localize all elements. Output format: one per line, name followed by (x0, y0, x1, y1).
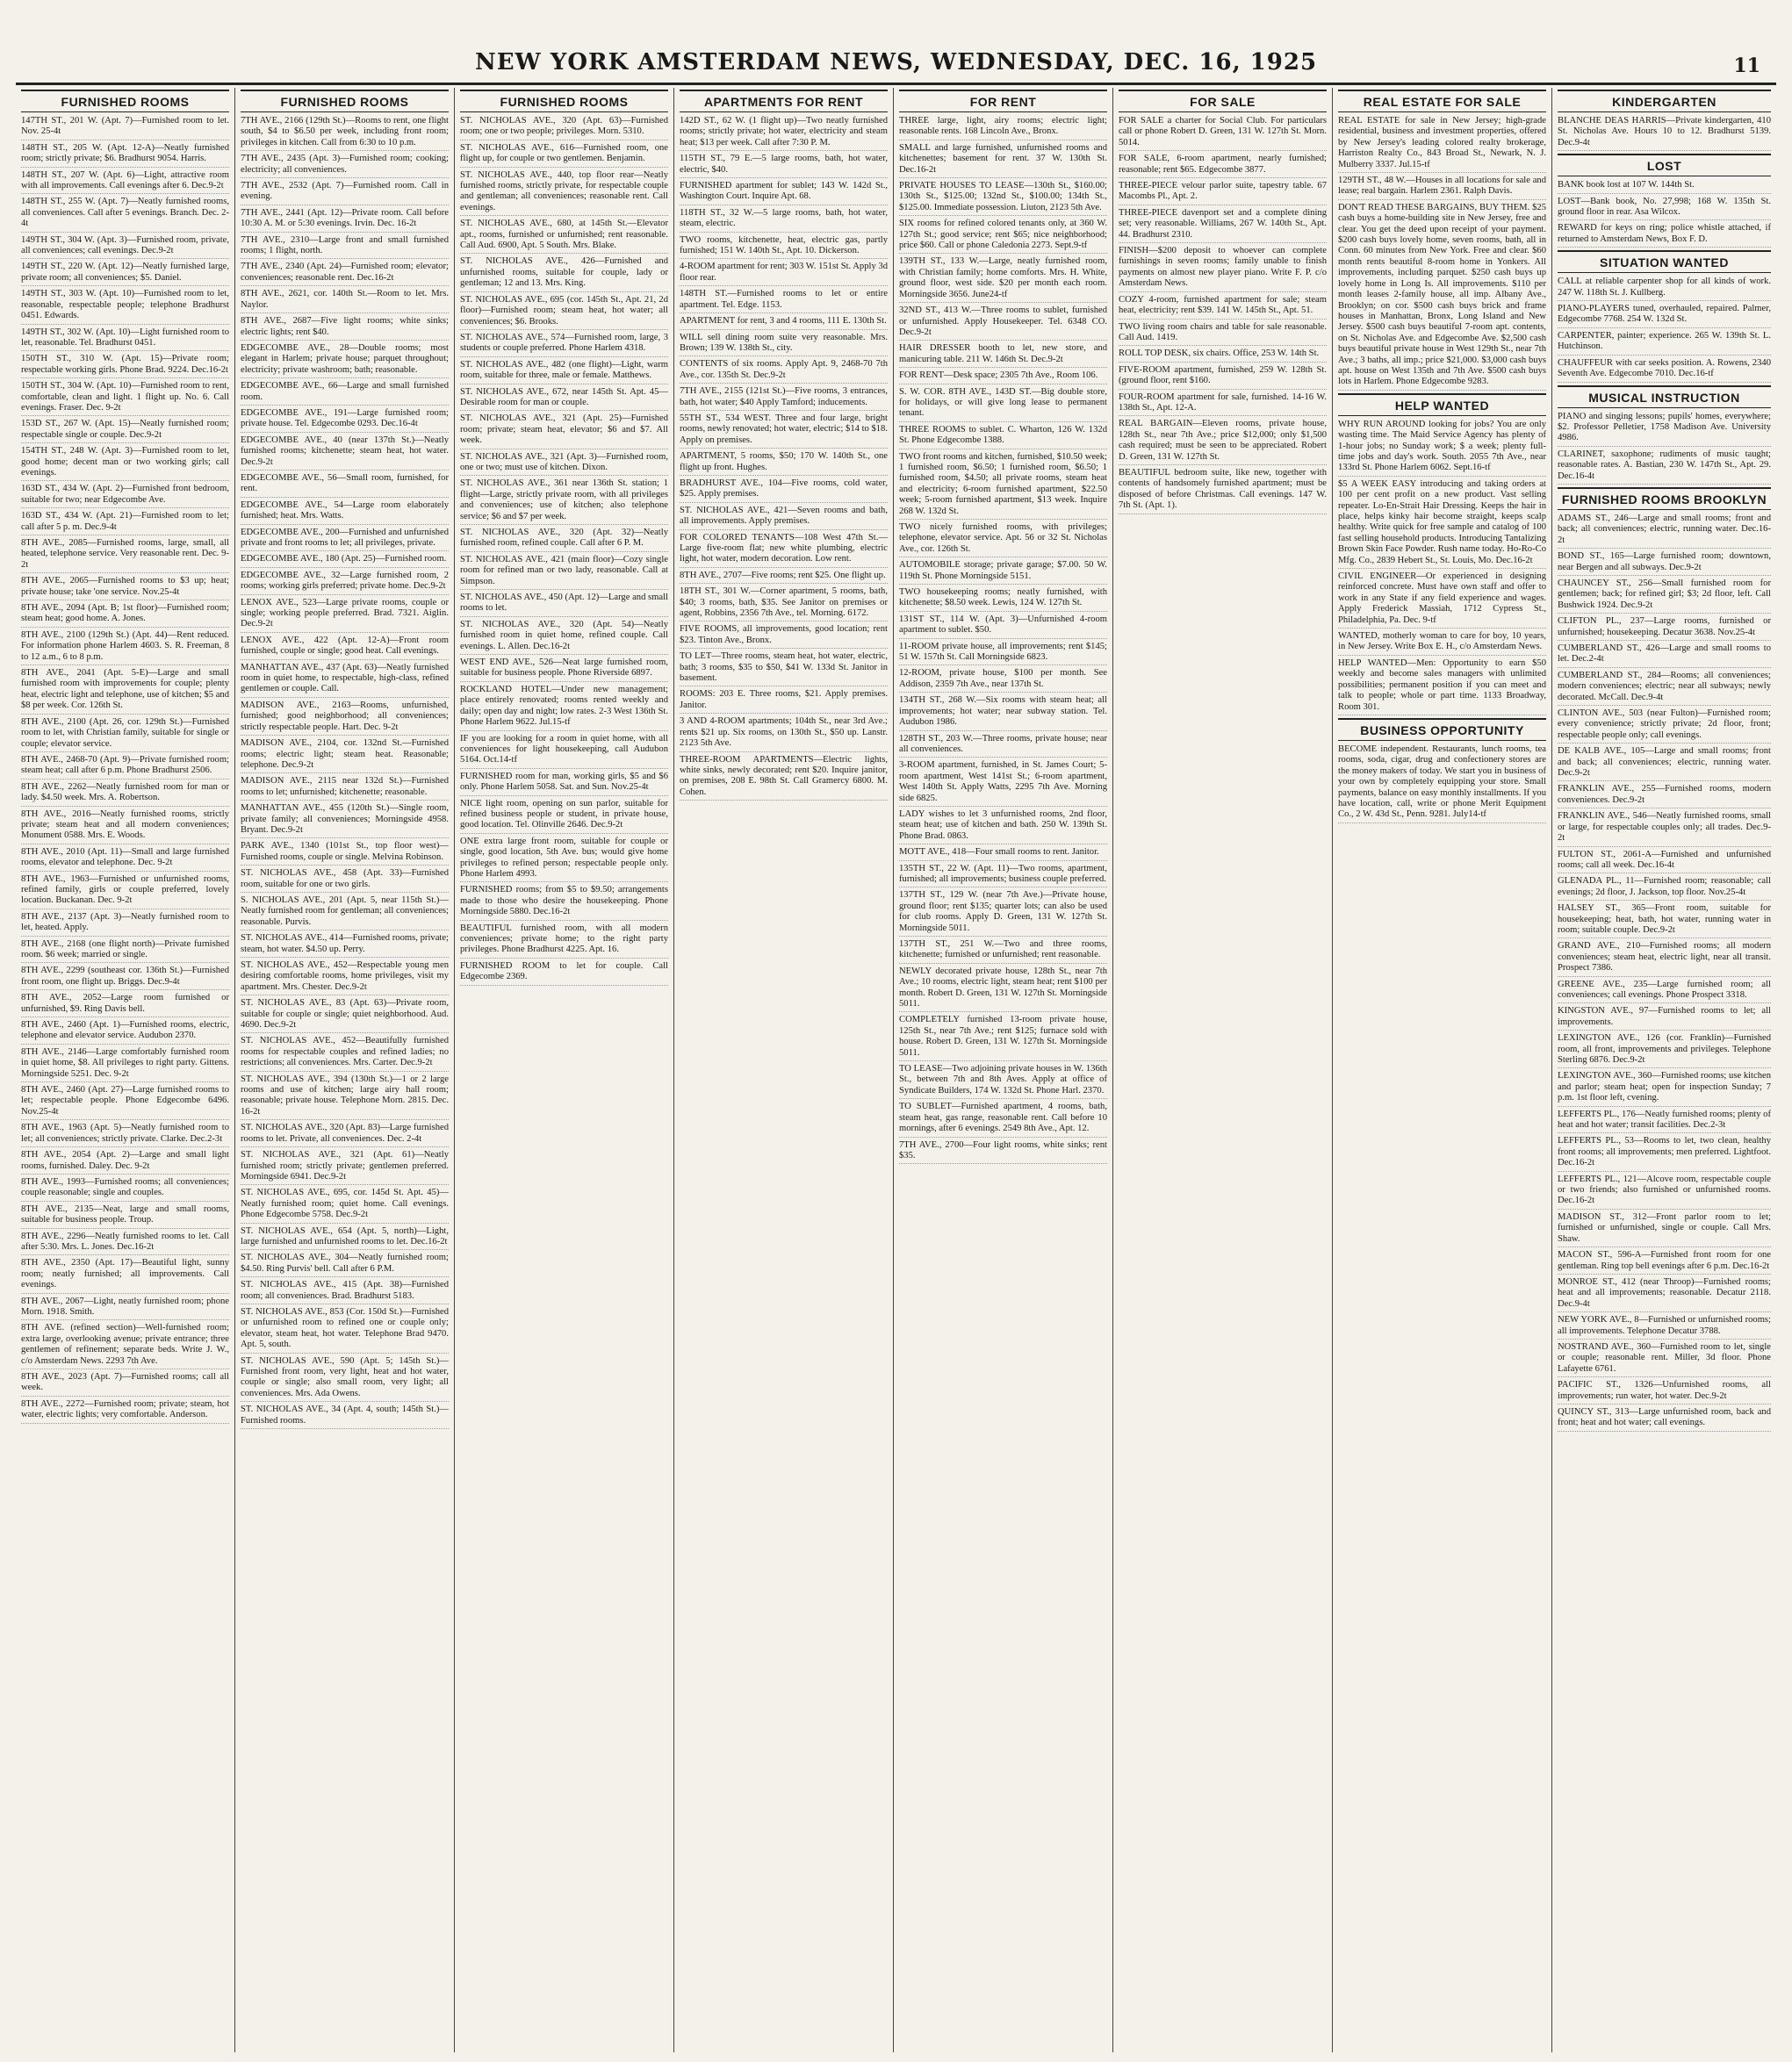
classified-ad: CLARINET, saxophone; rudiments of music taught; reasonable rates. A. Bastian, 230 W. 147th St., Apt. 29. Dec.16-4t (1558, 449, 1771, 485)
classified-ad: 8TH AVE., 2023 (Apt. 7)—Furnished rooms; call all week. (21, 1372, 229, 1397)
classified-ad: BEAUTIFUL bedroom suite, like new, together with contents of handsomely furnished apartment; must be disposed of before Christmas. Call evenings. 147 W. 7th St. (Apt. 1). (1119, 468, 1327, 514)
classified-ad: 8TH AVE., 2460 (Apt. 27)—Large furnished rooms to let; respectable people. Phone Edgecombe 6496. Nov.25-4t (21, 1085, 229, 1120)
classified-ad: 7TH AVE., 2340 (Apt. 24)—Furnished room; elevator; conveniences; reasonable rent. Dec.16-2t (241, 262, 449, 286)
classified-ad: TO LET—Three rooms, steam heat, hot water, electric, bath; 3 rooms, $35 to $50, $41 W. 133d St. Janitor in basement. (680, 651, 888, 686)
classified-ad: ADAMS ST., 246—Large and small rooms; front and back; all conveniences; electric, running water. Dec.16-2t (1558, 514, 1771, 549)
classified-ad: LADY wishes to let 3 unfurnished rooms, 2nd floor, steam heat; use of kitchen and bath. 250 W. 139th St. Phone Brad. 0863. (899, 809, 1107, 844)
classified-ad: CIVIL ENGINEER—Or experienced in designing reinforced concrete. Must have own staff and offer to work in any State if any field experience and wages. Apply Frederick Massiah, 1712 Cypress St., Philadelphia, Pa. Dec. 9-tf (1338, 571, 1546, 629)
page-number: 11 (1733, 54, 1760, 77)
classified-ad: ST. NICHOLAS AVE., 320 (Apt. 32)—Neatly furnished room, refined couple. Call after 6 P. M. (460, 528, 668, 552)
classified-ad: ROCKLAND HOTEL—Under new management; place entirely renovated; rooms rented weekly and daily; open day and night; low rates. 2-3 West 136th St. Phone Harlem 9622. Jul.15-tf (460, 685, 668, 731)
classified-ad: 8TH AVE., 2100 (129th St.) (Apt. 44)—Rent reduced. For information phone Harlem 4603. S. R. Freeman, 8 to 12 a.m., 6 to 8 p.m. (21, 630, 229, 665)
column-7 (1333, 88, 1552, 2052)
classified-ad: CALL at reliable carpenter shop for all kinds of work. 247 W. 118th St. J. Kullberg. (1558, 277, 1771, 301)
classified-ad: 8TH AVE., 2085—Furnished rooms, large, small, all heated, telephone service. Very reasonable rent. Dec. 9-2t (21, 538, 229, 573)
classified-ad: GREENE AVE., 235—Large furnished room; all conveniences; call evenings. Phone Prospect 3318. (1558, 980, 1771, 1004)
classified-ad: HELP WANTED—Men: Opportunity to earn $50 weekly and become sales managers with unlimited possibilities; permanent position if you can meet and talk to people; whole or part time. 1133 Broadway, Room 301. (1338, 658, 1546, 715)
classified-ad: EDGECOMBE AVE., 191—Large furnished room; private house. Tel. Edgecombe 0293. Dec.16-4t (241, 408, 449, 433)
classified-ad: 154TH ST., 248 W. (Apt. 3)—Furnished room to let, good home; decent man or two working girls; call evenings. (21, 446, 229, 481)
classified-ad: 7TH AVE., 2700—Four light rooms, white sinks; rent $35. (899, 1140, 1107, 1165)
classified-ad: 8TH AVE., 2135—Neat, large and small rooms, suitable for business people. Troup. (21, 1204, 229, 1229)
classified-ad: ST. NICHOLAS AVE., 304—Neatly furnished room; $4.50. Ring Purvis' bell. Call after 6 P.M. (241, 1253, 449, 1277)
classified-ad: 7TH AVE., 2166 (129th St.)—Rooms to rent, one flight south, $4 to $6.50 per week, including front room; privileges in kitchen. Call from 6:30 to 10 p.m. (241, 116, 449, 151)
classified-ad: DE KALB AVE., 105—Large and small rooms; front and back; all conveniences; electric, running water. Dec.9-2t (1558, 746, 1771, 781)
classified-ad: WILL sell dining room suite very reasonable. Mrs. Brown; 139 W. 138th St., city. (680, 333, 888, 357)
classified-ad: 128TH ST., 203 W.—Three rooms, private house; near all conveniences. (899, 734, 1107, 758)
classified-ad: SMALL and large furnished, unfurnished rooms and kitchenettes; basement for rent. 37 W. 130th St. Dec.16-2t (899, 143, 1107, 178)
classified-ad: REAL ESTATE for sale in New Jersey; high-grade residential, business and investment properties, offered by New Jersey's leading colored realty brokerage, Harriston Realty Co., 843 Broad St., Newark, N. J. Mulberry 3337. Jul.15-tf (1338, 116, 1546, 173)
classified-ad: WEST END AVE., 526—Neat large furnished room, suitable for business people. Phone Riverside 6897. (460, 657, 668, 682)
classified-ad: FIVE ROOMS, all improvements, good location; rent $23. Tinton Ave., Bronx. (680, 624, 888, 649)
classified-ad: EDGECOMBE AVE., 28—Double rooms; most elegant in Harlem; private house; parquet throughout; electricity; private washroom; bath; reasonable. (241, 343, 449, 378)
classified-ad: $5 A WEEK EASY introducing and taking orders at 100 per cent profit on a new product. Vast selling repeater. Lo-En-Strait Hair Dressing. Keeps the hair in place, helps kinky hair become straight, keeps scalp healthy. Write quick for free sample and catalog of 100 fast selling household products. Introducing Tantalizing Brown Skin Face Powder. Rush name today. Ho-Ro-Co Mfg. Co., 2839 Hebert St., St. Louis, Mo. Dec.16-2t (1338, 479, 1546, 569)
classified-ad: CUMBERLAND ST., 426—Large and small rooms to let. Dec.2-4t (1558, 643, 1771, 668)
classified-ad: KINGSTON AVE., 97—Furnished rooms to let; all improvements. (1558, 1006, 1771, 1031)
classified-ad: 8TH AVE., 1963 (Apt. 5)—Neatly furnished room to let; all conveniences; strictly private. Clarke. Dec.2-3t (21, 1123, 229, 1147)
classified-ad: REAL BARGAIN—Eleven rooms, private house, 128th St., near 7th Ave.; price $12,000; only $1,500 cash required; must be seen to be appreciated. Robert D. Green, 131 W. 127th St. (1119, 419, 1327, 465)
classified-ad: ST. NICHOLAS AVE., 452—Respectable young men desiring comfortable rooms, home privileges, visit my apartment. Mrs. Chester. Dec.9-2t (241, 960, 449, 995)
classified-ad: TO LEASE—Two adjoining private houses in W. 136th St., between 7th and 8th Aves. Apply at office of Syndicate Builders, 174 W. 132d St. Phone Harl. 2370. (899, 1064, 1107, 1099)
classified-ad: ST. NICHOLAS AVE., 695, cor. 145d St. Apt. 45)—Neatly furnished room; quiet home. Call evenings. Phone Edgecombe 5758. Dec.9-2t (241, 1188, 449, 1223)
classified-ad: 129TH ST., 48 W.—Houses in all locations for sale and lease; real bargain. Harlem 2361. Ralph Davis. (1338, 176, 1546, 200)
section-heading: FURNISHED ROOMS (241, 90, 449, 112)
classified-ad: TWO housekeeping rooms; neatly furnished, with kitchenette; $8.50 week. Lewis, 124 W. 127th St. (899, 587, 1107, 612)
classified-ad: 3-ROOM apartment, furnished, in St. James Court; 5-room apartment, West 141st St.; 6-room apartment, West 140th St. Apply Watts, 2295 7th Ave. Morning side 6825. (899, 760, 1107, 807)
classified-ad: 148TH ST.—Furnished rooms to let or entire apartment. Tel. Edge. 1153. (680, 289, 888, 313)
classified-ad: QUINCY ST., 313—Large unfurnished room, back and front; heat and hot water; call evenings. (1558, 1407, 1771, 1432)
classified-ad: NICE light room, opening on sun parlor, suitable for refined business people or student, in private house, good location. Tel. Olinville 2646. Dec.9-2t (460, 799, 668, 834)
classified-ad: TWO front rooms and kitchen, furnished, $10.50 week; 1 furnished room, $6.50; 1 furnished room, $6.50; 1 furnished room, $4.50; all private rooms, steam heat and electricity; 6-room furnished apartment, $22.50 week; 5-room furnished apartment, $13 week. Inquire 268 W. 132d St. (899, 452, 1107, 520)
classified-ad: NOSTRAND AVE., 360—Furnished room to let, single or couple; reasonable rent. Miller, 3d floor. Phone Lafayette 6761. (1558, 1342, 1771, 1377)
classified-ad: 7TH AVE., 2532 (Apt. 7)—Furnished room. Call in evening. (241, 181, 449, 205)
classified-ad: 8TH AVE., 2272—Furnished room; private; steam, hot water, electric lights; very comfortable. Anderson. (21, 1399, 229, 1424)
classified-ad: 135TH ST., 22 W. (Apt. 11)—Two rooms, apartment, furnished; all improvements; business couple preferred. (899, 864, 1107, 888)
classified-ad: 8TH AVE., 2168 (one flight north)—Private furnished room. $6 week; married or single. (21, 939, 229, 964)
classified-ad: HALSEY ST., 365—Front room, suitable for housekeeping; heat, bath, hot water, running water in room; suitable couple. Dec.9-2t (1558, 903, 1771, 938)
classified-ad: FURNISHED rooms; from $5 to $9.50; arrangements made to those who desire the housekeeping. Phone Morningside 5880. Dec.16-2t (460, 885, 668, 920)
classified-ad: IF you are looking for a room in quiet home, with all conveniences for light housekeeping, call Audubon 5164. Oct.14-tf (460, 734, 668, 769)
classified-ad: HAIR DRESSER booth to let, new store, and manicuring table. 211 W. 146th St. Dec.9-2t (899, 343, 1107, 368)
classified-ad: GRAND AVE., 210—Furnished rooms; all modern conveniences; steam heat, electric light, near all transit. Prospect 7386. (1558, 941, 1771, 976)
classified-ad: ST. NICHOLAS AVE., 421 (main floor)—Cozy single room for refined man or two lady, reasonable. Call at Simpson. (460, 555, 668, 590)
classified-ad: ST. NICHOLAS AVE., 680, at 145th St.—Elevator apt., rooms, furnished or unfurnished; rent reasonable. Call Aud. 6900, Apt. 5 South. Mrs. Blake. (460, 219, 668, 254)
classified-ad: BECOME independent. Restaurants, lunch rooms, tea rooms, soda, cigar, drug and confectionery stores are the money makers of today. We start you in business of your own by completely equipping your store. Small payments, balance on easy monthly installments. If you have location, call, write or phone Merit Equipment Co., 2 W. 43d St., Penn. 9281. July14-tf (1338, 744, 1546, 823)
column-8 (1552, 88, 1776, 2052)
classified-ad: 137TH ST., 251 W.—Two and three rooms, kitchenette; furnished or unfurnished; rent reasonable. (899, 939, 1107, 964)
masthead (0, 0, 1792, 81)
classified-ad: 148TH ST., 255 W. (Apt. 7)—Neatly furnished rooms, all conveniences. Call after 5 evenings. Branch. Dec. 2-4t (21, 197, 229, 232)
classified-ad: 149TH ST., 220 W. (Apt. 12)—Neatly furnished large, private room; all conveniences; $5. Daniel. (21, 262, 229, 286)
classified-ad: ST. NICHOLAS AVE., 321 (Apt. 61)—Neatly furnished room; strictly private; gentlemen preferred. Morningside 6941. Dec.9-2t (241, 1150, 449, 1185)
classified-ad: ST. NICHOLAS AVE., 394 (130th St.)—1 or 2 large rooms and use of kitchen; large airy hall room; reasonable; private house. Telephone Morn. 2815. Dec. 16-2t (241, 1074, 449, 1121)
classified-ad: 163D ST., 434 W. (Apt. 21)—Furnished room to let; call after 5 p. m. Dec.9-4t (21, 511, 229, 535)
classified-ad: EDGECOMBE AVE., 32—Large furnished room, 2 rooms; working girls preferred; private home. Dec.9-2t (241, 571, 449, 595)
section-heading: FOR SALE (1119, 90, 1327, 112)
section-heading: LOST (1558, 154, 1771, 176)
classified-ad: 8TH AVE., 2094 (Apt. B; 1st floor)—Furnished room; steam heat; good home. A. Jones. (21, 603, 229, 628)
classified-ad: DON'T READ THESE BARGAINS, BUY THEM. $25 cash buys a home-building site in New Jersey, free and clear. You get the deed upon receipt of your payment. $200 cash buys lovely home, seven rooms, bath, all in Conn. 60 minutes from New York. Free and clear. $60 month rents beautiful 8-room home in Yonkers. All improvements, including parquet. $250 cash buys up lovely home in Long Is. All improvements. $110 per month leases 2-family house, all imp. Albany Ave., Brooklyn; on cor. $500 cash buys brick and frame houses in Manhattan, Bronx, Long Island and New Jersey. $500 cash buys beautiful 7-room apt. contents, on St. Nicholas Ave. and Edgecombe Ave. $2,500 cash buys beautiful private house in West 129th St., near 7th Ave.; 3 baths, all imp.; price $21,000. $3,000 cash buys apt. house on West 135th and 7th Ave. $500 cash buys lots in Harlem. Phone Edgecombe 9283. (1338, 203, 1546, 391)
classified-ad: S. W. COR. 8TH AVE., 143D ST.—Big double store, for holidays, or will give long lease to permanent tenant. (899, 387, 1107, 422)
classified-ad: BEAUTIFUL furnished room, with all modern conveniences; private home; to the right party privileges. Phone Bradhurst 4225. Apt. 16. (460, 923, 668, 959)
classified-ad: 8TH AVE., 2010 (Apt. 11)—Small and large furnished rooms, elevator and telephone. Dec. 9-2t (21, 847, 229, 872)
classified-ad: NEW YORK AVE., 8—Furnished or unfurnished rooms; all improvements. Telephone Decatur 3788. (1558, 1315, 1771, 1340)
classified-ad: ST. NICHOLAS AVE., 853 (Cor. 150d St.)—Furnished or unfurnished room to refined one or couple only; elevator, steam heat, hot water. Telephone Brad 9470. Apt. 5, south. (241, 1307, 449, 1354)
classified-ad: ROLL TOP DESK, six chairs. Office, 253 W. 14th St. (1119, 348, 1327, 362)
classified-ad: ST. NICHOLAS AVE., 361 near 136th St. station; 1 flight—Large, strictly private room, with all privileges and conveniences; use of kitchen; also telephone service; $6 and $7 per week. (460, 478, 668, 525)
classified-ad: APARTMENT for rent, 3 and 4 rooms, 111 E. 130th St. (680, 316, 888, 329)
classified-ad: ROOMS: 203 E. Three rooms, $21. Apply premises. Janitor. (680, 689, 888, 714)
classified-ad: FOR COLORED TENANTS—108 West 47th St.—Large five-room flat; new white plumbing, electric light, hot water, modern decoration. Low rent. (680, 533, 888, 568)
classified-ad: CLINTON AVE., 503 (near Fulton)—Furnished room; every convenience; strictly private; 2d floor, front; respectable people only; call evenings. (1558, 708, 1771, 744)
section-heading: SITUATION WANTED (1558, 250, 1771, 273)
classified-ad: CLIFTON PL., 237—Large rooms, furnished or unfurnished; housekeeping. Decatur 3638. Nov.25-4t (1558, 616, 1771, 641)
classified-ad: PACIFIC ST., 1326—Unfurnished rooms, all improvements; run water, hot water. Dec.9-2t (1558, 1380, 1771, 1405)
classified-ad: 8TH AVE., 1963—Furnished or unfurnished rooms, refined family, girls or couple preferred, lovely location. Buckanan. Dec. 9-2t (21, 874, 229, 909)
classified-ad: 8TH AVE., 2016—Neatly furnished rooms, strictly private; steam heat and all modern conveniences; Monument 0588. Mrs. E. Woods. (21, 809, 229, 844)
classified-ad: PIANO-PLAYERS tuned, overhauled, repaired. Palmer, Edgecombe 7768. 254 W. 132d St. (1558, 304, 1771, 328)
classified-ad: 149TH ST., 304 W. (Apt. 3)—Furnished room, private, all conveniences; call evenings. Dec.9-2t (21, 235, 229, 260)
classified-ad: 147TH ST., 201 W. (Apt. 7)—Furnished room to let. Nov. 25-4t (21, 116, 229, 140)
classified-ad: 150TH ST., 310 W. (Apt. 15)—Private room; respectable working girls. Phone Brad. 9224. Dec.16-2t (21, 354, 229, 378)
classified-ad: MADISON AVE., 2104, cor. 132nd St.—Furnished rooms; electric light; steam heat. Reasonable; telephone. Dec.9-2t (241, 738, 449, 773)
classified-ad: WHY RUN AROUND looking for jobs? You are only wasting time. The Maid Service Agency has plenty of 1-hour jobs; no Sunday work; $ a week; plenty full-time jobs and day's work. South. 2055 7th Ave., near 133rd St. Phone Harlem 6062. Sept.16-tf (1338, 420, 1546, 477)
classified-ad: 148TH ST., 205 W. (Apt. 12-A)—Neatly furnished room; strictly private; $6. Bradhurst 9054. Harris. (21, 143, 229, 168)
column-1 (16, 88, 235, 2052)
classified-ad: PARK AVE., 1340 (101st St., top floor west)—Furnished rooms, couple or single. Melvina Robinson. (241, 841, 449, 866)
classified-ad: 7TH AVE., 2441 (Apt. 12)—Private room. Call before 10:30 A. M. or 5:30 evenings. Irvin. Dec. 16-2t (241, 208, 449, 233)
classified-ad: ST. NICHOLAS AVE., 320 (Apt. 63)—Furnished room; one or two people; privileges. Morn. 5310. (460, 116, 668, 140)
classified-ad: MANHATTAN AVE., 437 (Apt. 63)—Neatly furnished room in quiet home, to respectable, high-class, refined gentlemen or couple. Call. (241, 663, 449, 698)
column-2 (235, 88, 455, 2052)
classified-ad: 8TH AVE., 2146—Large comfortably furnished room in quiet home, $8. All privileges to right party. Gittens. Morningside 5251. Dec. 9-2t (21, 1047, 229, 1082)
classified-ad: ST. NICHOLAS AVE., 458 (Apt. 33)—Furnished room, suitable for one or two girls. (241, 868, 449, 893)
classified-ad: ST. NICHOLAS AVE., 616—Furnished room, one flight up, for couple or two gentlemen. Benjamin. (460, 143, 668, 168)
section-heading: FURNISHED ROOMS BROOKLYN (1558, 487, 1771, 510)
classified-ad: LEFFERTS PL., 176—Neatly furnished rooms; plenty of heat and hot water; transit facilities. Dec.2-3t (1558, 1110, 1771, 1134)
classified-ad: 118TH ST., 32 W.—5 large rooms, bath, hot water, steam, electric. (680, 208, 888, 233)
classified-ad: 8TH AVE., 2052—Large room furnished or unfurnished, $9. Ring Davis bell. (21, 993, 229, 1017)
classified-ad: 11-ROOM private house, all improvements; rent $145; 51 W. 157th St. Call Morningside 6823. (899, 642, 1107, 666)
classified-ad: CHAUFFEUR with car seeks position. A. Rowens, 2340 Seventh Ave. Edgecombe 7010. Dec.16-tf (1558, 358, 1771, 383)
classified-ad: 8TH AVE., 2299 (southeast cor. 136th St.)—Furnished front room, one flight up. Briggs. Dec.9-4t (21, 966, 229, 990)
classified-ad: 7TH AVE., 2435 (Apt. 3)—Furnished room; cooking; electricity; all conveniences. (241, 154, 449, 178)
classified-ad: 8TH AVE., 2707—Five rooms; rent $25. One flight up. (680, 571, 888, 584)
column-4 (674, 88, 894, 2052)
classified-ad: 8TH AVE., 2468-70 (Apt. 9)—Private furnished room; steam heat; call after 6 p.m. Phone Bradhurst 2506. (21, 755, 229, 780)
classified-ad: TO SUBLET—Furnished apartment, 4 rooms, bath, steam heat, gas range, reasonable rent. Call before 10 mornings, after 6 evenings. 2549 8th Ave., Apt. 12. (899, 1102, 1107, 1137)
classified-ad: SIX rooms for refined colored tenants only, at 360 W. 127th St.; good service; rent $65; nice neighborhood; price $60. Call or phone Caledonia 2273. Sept.9-tf (899, 219, 1107, 254)
classified-ad: FOR RENT—Desk space; 2305 7th Ave., Room 106. (899, 370, 1107, 384)
classified-ad: ST. NICHOLAS AVE., 654 (Apt. 5, north)—Light, large furnished and unfurnished rooms to let. Dec.16-2t (241, 1226, 449, 1251)
classified-ad: S. NICHOLAS AVE., 201 (Apt. 5, near 115th St.)—Neatly furnished room for gentleman; all conveniences; reasonable. Purvis. (241, 895, 449, 930)
classified-ad: APARTMENT, 5 rooms, $50; 170 W. 140th St., one flight up front. Hughes. (680, 451, 888, 476)
classified-ad: 153D ST., 267 W. (Apt. 15)—Neatly furnished room; respectable single or couple. Dec.9-2t (21, 419, 229, 443)
classified-ad: MADISON ST., 312—Front parlor room to let; furnished or unfurnished, single or couple. Call Mrs. Shaw. (1558, 1212, 1771, 1247)
masthead-title: NEW YORK AMSTERDAM NEWS, WEDNESDAY, DEC. 16, 1925 (474, 49, 1318, 75)
classified-ad: PIANO and singing lessons; pupils' homes, everywhere; $2. Professor Pelletier, 1758 Madison Ave. University 4986. (1558, 412, 1771, 447)
classified-ad: 149TH ST., 303 W. (Apt. 10)—Furnished room to let, reasonable, respectable people; telephone Bradhurst 0451. Edwards. (21, 289, 229, 324)
classified-ad: FIVE-ROOM apartment, furnished, 259 W. 128th St. (ground floor, rent $160. (1119, 365, 1327, 390)
classified-ad: ST. NICHOLAS AVE., 320 (Apt. 83)—Large furnished rooms to let. Private, all conveniences. Dec. 2-4t (241, 1123, 449, 1147)
classified-ad: AUTOMOBILE storage; private garage; $7.00. 50 W. 119th St. Phone Morningside 5151. (899, 560, 1107, 585)
classified-ad: FULTON ST., 2061-A—Furnished and unfurnished rooms; call all week. Dec.16-4t (1558, 850, 1771, 874)
classified-ad: 3 AND 4-ROOM apartments; 104th St., near 3rd Ave.; rents $21 up. Six rooms, on 130th St., $50 up. Lanstr. 2123 5th Ave. (680, 716, 888, 751)
classified-ad: 131ST ST., 114 W. (Apt. 3)—Unfurnished 4-room apartment to sublet. $50. (899, 614, 1107, 639)
classified-ad: 149TH ST., 302 W. (Apt. 10)—Light furnished room to let, reasonable. Tel. Bradhurst 0451. (21, 327, 229, 352)
classified-ad: ST. NICHOLAS AVE., 452—Beautifully furnished rooms for respectable couples and refined ladies; no restrictions; all conveniences. Mrs. Carter. Dec.9-2t (241, 1036, 449, 1071)
classified-ad: PRIVATE HOUSES TO LEASE—130th St., $160.00; 130th St., $125.00; 132nd St., $100.00; 134th St., $125.00. Immediate possession. Liuton, 2123 5th Ave. (899, 181, 1107, 216)
classified-ad: 8TH AVE., 2687—Five light rooms; white sinks; electric lights; rent $40. (241, 316, 449, 341)
classified-ad: 8TH AVE., 1993—Furnished rooms; all conveniences; couple reasonable; single and couples. (21, 1177, 229, 1202)
classified-ad: ONE extra large front room, suitable for couple or single, good location, 5th Ave. bus; would give home privileges to refined person; respectable people only. Phone Harlem 4993. (460, 837, 668, 883)
classified-ad: EDGECOMBE AVE., 200—Furnished and unfurnished private and front rooms to let; all privileges, private. (241, 528, 449, 552)
classified-ad: COMPLETELY furnished 13-room private house, 125th St., near 7th Ave.; rent $125; furnace sold with house. Robert D. Green, 131 W. 127th St. Morningside 5011. (899, 1015, 1107, 1061)
classified-ad: COZY 4-room, furnished apartment for sale; steam heat, electricity; rent $39. 141 W. 145th St., Apt. 51. (1119, 295, 1327, 320)
classified-ad: 8TH AVE., 2041 (Apt. 5-E)—Large and small furnished room with improvements for couple; plenty heat, electric light and telephone, use of kitchen; $5 and $8 per week. Cor. 126th St. (21, 668, 229, 715)
classified-ad: MADISON AVE., 2163—Rooms, unfurnished, furnished; good neighborhood; all conveniences; strictly respectable people. Hart. Dec. 9-2t (241, 701, 449, 736)
classified-ad: 8TH AVE., 2054 (Apt. 2)—Large and small light rooms, furnished. Daley. Dec. 9-2t (21, 1150, 229, 1175)
classified-ad: BOND ST., 165—Large furnished room; downtown, near Bergen and all subways. Dec.9-2t (1558, 551, 1771, 576)
classified-ad: 134TH ST., 268 W.—Six rooms with steam heat; all improvements; hot water; near subway station. Tel. Audubon 1986. (899, 695, 1107, 730)
classified-columns (16, 88, 1776, 2052)
classified-ad: ST. NICHOLAS AVE., 321 (Apt. 25)—Furnished room; private; steam heat, elevator; $6 and $7. All week. (460, 413, 668, 449)
classified-ad: ST. NICHOLAS AVE., 695 (cor. 145th St., Apt. 21, 2d floor)—Furnished room; steam heat, hot water; all conveniences; $6. Brooks. (460, 295, 668, 330)
classified-ad: BRADHURST AVE., 104—Five rooms, cold water, $25. Apply premises. (680, 478, 888, 503)
classified-ad: ST. NICHOLAS AVE., 415 (Apt. 38)—Furnished room; all conveniences. Brad. Bradhurst 5183. (241, 1280, 449, 1304)
section-heading: REAL ESTATE FOR SALE (1338, 90, 1546, 112)
classified-ad: 142D ST., 62 W. (1 flight up)—Two neatly furnished rooms; strictly private; hot water, electricity and steam heat; $13 per week. Call after 7:30 P. M. (680, 116, 888, 151)
classified-ad: 8TH AVE., 2296—Neatly furnished rooms to let. Call after 5:30. Mrs. L. Jones. Dec.16-2t (21, 1232, 229, 1256)
classified-ad: ST. NICHOLAS AVE., 482 (one flight)—Light, warm room, suitable for three, male or female. Matthews. (460, 360, 668, 384)
classified-ad: 8TH AVE., 2137 (Apt. 3)—Neatly furnished room to let, heated. Apply. (21, 912, 229, 937)
classified-ad: LENOX AVE., 422 (Apt. 12-A)—Front room furnished, couple or single; good heat. Call evenings. (241, 636, 449, 660)
classified-ad: 8TH AVE., 2621, cor. 140th St.—Room to let. Mrs. Naylor. (241, 289, 449, 313)
classified-ad: FINISH—$200 deposit to whoever can complete furnishings in seven rooms; family unable to finish payments on almost new player piano. Write F. P. c/o Amsterdam News. (1119, 246, 1327, 292)
section-heading: FURNISHED ROOMS (21, 90, 229, 112)
classified-ad: MADISON AVE., 2115 near 132d St.)—Furnished rooms to let; unfurnished; kitchenette; reasonable. (241, 776, 449, 801)
classified-ad: LEXINGTON AVE., 360—Furnished rooms; use kitchen and parlor; steam heat; open for inspection Sunday; 7 p.m. 1st floor left, cvening. (1558, 1071, 1771, 1106)
column-3 (455, 88, 674, 2052)
classified-ad: FOUR-ROOM apartment for sale, furnished. 14-16 W. 138th St., Apt. 12-A. (1119, 392, 1327, 417)
classified-ad: EDGECOMBE AVE., 66—Large and small furnished room. (241, 381, 449, 406)
classified-ad: EDGECOMBE AVE., 54—Large room elaborately furnished; heat. Mrs. Watts. (241, 500, 449, 525)
classified-ad: MOTT AVE., 418—Four small rooms to rent. Janitor. (899, 847, 1107, 860)
classified-ad: MACON ST., 596-A—Furnished front room for one gentleman. Ring top bell evenings after 6 p.m. Dec.16-2t (1558, 1250, 1771, 1275)
classified-ad: EDGECOMBE AVE., 180 (Apt. 25)—Furnished room. (241, 554, 449, 567)
classified-ad: ST. NICHOLAS AVE., 574—Furnished room, large, 3 students or couple preferred. Phone Harlem 4318. (460, 333, 668, 357)
classified-ad: 163D ST., 434 W. (Apt. 2)—Furnished front bedroom, suitable for two; near Edgecombe Ave. (21, 484, 229, 508)
classified-ad: MANHATTAN AVE., 455 (120th St.)—Single room, private family; all conveniences; Morningside 4958. Bryant. Dec.9-2t (241, 803, 449, 838)
section-heading: FURNISHED ROOMS (460, 90, 668, 112)
classified-ad: LENOX AVE., 523—Large private rooms, couple or single; working people preferred. Brad. 7321. Aiglin. Dec.9-2t (241, 598, 449, 633)
classified-ad: 7TH AVE., 2310—Large front and small furnished rooms; 1 flight, north. (241, 235, 449, 260)
classified-ad: 18TH ST., 301 W.—Corner apartment, 5 rooms, bath, $40; 3 rooms, bath, $35. See Janitor on premises or agent, Robbins, 2356 7th Ave., tel. Morning. 6172. (680, 586, 888, 621)
classified-ad: CONTENTS of six rooms. Apply Apt. 9, 2468-70 7th Ave., cor. 135th St. Dec.9-2t (680, 359, 888, 384)
classified-ad: ST. NICHOLAS AVE., 590 (Apt. 5; 145th St.)—Furnished front room, very light, heat and hot water, couple or single; also small room, very light; all conveniences. Mrs. Ada Owens. (241, 1356, 449, 1403)
classified-ad: 8TH AVE., 2100 (Apt. 26, cor. 129th St.)—Furnished room to let, with Christian family, suitable for single or couple; elevator service. (21, 717, 229, 752)
classified-ad: BLANCHE DEAS HARRIS—Private kindergarten, 410 St. Nicholas Ave. Hours 10 to 12. Bradhurst 5139. Dec.9-4t (1558, 116, 1771, 151)
classified-ad: TWO nicely furnished rooms, with privileges; telephone, elevator service. Apt. 56 or 32 St. Nicholas Ave., cor. 126th St. (899, 522, 1107, 557)
classified-ad: EDGECOMBE AVE., 40 (near 137th St.)—Neatly furnished rooms; kitchenette; steam heat, hot water. Dec.9-2t (241, 435, 449, 471)
classified-ad: ST. NICHOLAS AVE., 83 (Apt. 63)—Private room, suitable for couple or single; quiet neighborhood. Aud. 4690. Dec.9-2t (241, 998, 449, 1033)
classified-ad: THREE-PIECE davenport set and a complete dining set; very reasonable. Williams, 267 W. 140th St., Apt. 44. Bradhurst 2310. (1119, 208, 1327, 243)
classified-ad: THREE large, light, airy rooms; electric light; reasonable rents. 168 Lincoln Ave., Bronx. (899, 116, 1107, 140)
section-heading: FOR RENT (899, 90, 1107, 112)
classified-ad: ST. NICHOLAS AVE., 672, near 145th St. Apt. 45—Desirable room for man or couple. (460, 387, 668, 412)
classified-ad: 137TH ST., 129 W. (near 7th Ave.)—Private house, ground floor; rent $135; quarter lots; can also be used for club rooms. Apply D. Green, 131 W. 127th St. Morningside 5011. (899, 890, 1107, 937)
column-6 (1113, 88, 1333, 2052)
classified-ad: 139TH ST., 133 W.—Large, neatly furnished room, with Christian family; home comforts. Mrs. H. White, ground floor, west side. $20 per month each room. Morningside 3656. June24-tf (899, 256, 1107, 303)
classified-ad: ST. NICHOLAS AVE., 450 (Apt. 12)—Large and small rooms to let. (460, 593, 668, 617)
classified-ad: FOR SALE a charter for Social Club. For particulars call or phone Robert D. Green, 131 W. 127th St. Morn. 5014. (1119, 116, 1327, 151)
classified-ad: MONROE ST., 412 (near Throop)—Furnished rooms; heat and all improvements; reasonable. Decatur 2118. Dec.9-4t (1558, 1277, 1771, 1312)
classified-ad: CUMBERLAND ST., 284—Rooms; all conveniences; modern conveniences; electric; near all subways; newly decorated. McCall. Dec.9-4t (1558, 671, 1771, 706)
classified-ad: FURNISHED room for man, working girls, $5 and $6 only. Phone Harlem 5058. Sat. and Sun. Nov.25-4t (460, 772, 668, 796)
classified-ad: ST. NICHOLAS AVE., 440, top floor rear—Neatly furnished rooms, strictly private, for respectable couple and gentleman; all conveniences; reasonable rent. Call evenings. (460, 170, 668, 217)
classified-ad: 12-ROOM, private house, $100 per month. See Addison, 2359 7th Ave., near 137th St. (899, 668, 1107, 693)
section-heading: BUSINESS OPPORTUNITY (1338, 718, 1546, 741)
classified-ad: FRANKLIN AVE., 255—Furnished rooms, modern conveniences. Dec.9-2t (1558, 784, 1771, 808)
classified-ad: EDGECOMBE AVE., 56—Small room, furnished, for rent. (241, 473, 449, 498)
section-heading: APARTMENTS FOR RENT (680, 90, 888, 112)
classified-ad: FRANKLIN AVE., 546—Neatly furnished rooms, small or large, for respectable couples only; all trades. Dec.9-2t (1558, 811, 1771, 846)
classified-ad: 4-ROOM apartment for rent; 303 W. 151st St. Apply 3d floor rear. (680, 262, 888, 286)
column-5 (894, 88, 1113, 2052)
classified-ad: FURNISHED apartment for sublet; 143 W. 142d St., Washington Court. Inquire Apt. 68. (680, 181, 888, 205)
classified-ad: THREE-ROOM APARTMENTS—Electric lights, white sinks, newly decorated; rent $20. Inquire janitor, on premises, 208 E. 98th St. Call Gramercy 6800. M. Cohen. (680, 755, 888, 801)
classified-ad: ST. NICHOLAS AVE., 414—Furnished rooms, private; steam, hot water. $4.50 up. Perry. (241, 933, 449, 958)
classified-ad: TWO rooms, kitchenette, heat, electric gas, partly furnished; 151 W. 140th St., Apt. 10. Dickerson. (680, 235, 888, 260)
classified-ad: 150TH ST., 304 W. (Apt. 10)—Furnished room to rent, comfortable, clean and light. 1 flight up. No. 6. Call evenings. Fraser. Dec. 9-2t (21, 381, 229, 416)
classified-ad: 7TH AVE., 2155 (121st St.)—Five rooms, 3 entrances, bath, hot water; $40 Apply Tamford; inducements. (680, 386, 888, 411)
classified-ad: FURNISHED ROOM to let for couple. Call Edgecombe 2369. (460, 961, 668, 986)
classified-ad: 8TH AVE. (refined section)—Well-furnished room; extra large, overlooking avenue; private entrance; three gentlemen of refinement; separate beds. Write J. W., c/o Amsterdam News. 2293 7th Ave. (21, 1323, 229, 1369)
classified-ad: NEWLY decorated private house, 128th St., near 7th Ave.; 10 rooms, electric light, steam heat; rent $100 per month. Robert D. Green, 131 W. 127th St. Morningside 5011. (899, 966, 1107, 1013)
classified-ad: WANTED, motherly woman to care for boy, 10 years, in New Jersey. Write Box E. H., c/o Amsterdam News. (1338, 631, 1546, 656)
classified-ad: 115TH ST., 79 E.—5 large rooms, bath, hot water, electric, $40. (680, 154, 888, 178)
classified-ad: 55TH ST., 534 WEST. Three and four large, bright rooms, newly renovated; hot water, electric; $14 to $18. Apply on premises. (680, 413, 888, 449)
classified-ad: REWARD for keys on ring; police whistle attached, if returned to Amsterdam News, Box F. D. (1558, 223, 1771, 248)
classified-ad: BANK book lost at 107 W. 144th St. (1558, 180, 1771, 193)
classified-ad: LOST—Bank book, No. 27,998; 168 W. 135th St. ground floor in rear. Asa Wilcox. (1558, 197, 1771, 221)
classified-ad: TWO living room chairs and table for sale reasonable. Call Aud. 1419. (1119, 322, 1327, 347)
section-heading: KINDERGARTEN (1558, 90, 1771, 112)
classified-ad: LEFFERTS PL., 53—Rooms to let, two clean, healthy front rooms; all improvements; men preferred. Lightfoot. Dec.16-2t (1558, 1136, 1771, 1171)
classified-ad: CHAUNCEY ST., 256—Small furnished room for gentlemen; back; for refined girl; $3; 2d floor, left. Call Bushwick 1924. Dec.9-2t (1558, 578, 1771, 614)
section-heading: MUSICAL INSTRUCTION (1558, 385, 1771, 408)
section-heading: HELP WANTED (1338, 393, 1546, 416)
classified-ad: LEXINGTON AVE., 126 (cor. Franklin)—Furnished room, all front, improvements and privileges. Telephone Sterling 6876. Dec.9-2t (1558, 1033, 1771, 1068)
classified-ad: THREE ROOMS to sublet. C. Wharton, 126 W. 132d St. Phone Edgecombe 1388. (899, 425, 1107, 449)
classified-ad: 148TH ST., 207 W. (Apt. 6)—Light, attractive room with all improvements. Call evenings after 6. Dec.9-2t (21, 170, 229, 195)
masthead-rule (16, 83, 1776, 85)
classified-ad: GLENADA PL., 11—Furnished room; reasonable; call evenings; 2d floor, J. Jackson, top floor. Nov.25-4t (1558, 876, 1771, 901)
classified-ad: CARPENTER, painter; experience. 265 W. 139th St. L. Hutchinson. (1558, 331, 1771, 356)
classified-ad: 8TH AVE., 2460 (Apt. 1)—Furnished rooms, electric, telephone and elevator service. Audubon 2370. (21, 1020, 229, 1045)
classified-ad: ST. NICHOLAS AVE., 421—Seven rooms and bath, all improvements. Apply premises. (680, 506, 888, 530)
classified-ad: FOR SALE, 6-room apartment, nearly furnished; reasonable; rent $65. Edgecombe 3877. (1119, 154, 1327, 178)
classified-ad: THREE-PIECE velour parlor suite, tapestry table. 67 Macombs Pl., Apt. 2. (1119, 181, 1327, 205)
classified-ad: ST. NICHOLAS AVE., 34 (Apt. 4, south; 145th St.)—Furnished rooms. (241, 1405, 449, 1429)
classified-ad: 8TH AVE., 2065—Furnished rooms to $3 up; heat; private house; take 'one service. Nov.25-4t (21, 576, 229, 600)
classified-ad: 8TH AVE., 2350 (Apt. 17)—Beautiful light, sunny room; neatly furnished; all improvements. Call evenings. (21, 1258, 229, 1293)
classified-ad: 8TH AVE., 2262—Neatly furnished room for man or lady. $4.50 week. Mrs. A. Robertson. (21, 782, 229, 807)
classified-ad: ST. NICHOLAS AVE., 321 (Apt. 3)—Furnished room, one or two; must use of kitchen. Dixon. (460, 452, 668, 477)
classified-ad: LEFFERTS PL., 121—Alcove room, respectable couple or two friends; also furnished or unfurnished rooms. Dec.16-2t (1558, 1175, 1771, 1210)
classified-ad: 8TH AVE., 2067—Light, neatly furnished room; phone Morn. 1918. Smith. (21, 1297, 229, 1321)
classified-ad: ST. NICHOLAS AVE., 320 (Apt. 54)—Neatly furnished room in quiet home, refined couple. Call evenings. L. Allen. Dec.16-2t (460, 620, 668, 655)
classified-ad: 32ND ST., 413 W.—Three rooms to sublet, furnished or unfurnished. Apply Housekeeper. Tel. 6348 CO. Dec.9-2t (899, 305, 1107, 341)
classified-ad: ST. NICHOLAS AVE., 426—Furnished and unfurnished rooms, suitable for couple, lady or gentleman; 12 and 13. Mrs. King. (460, 256, 668, 291)
